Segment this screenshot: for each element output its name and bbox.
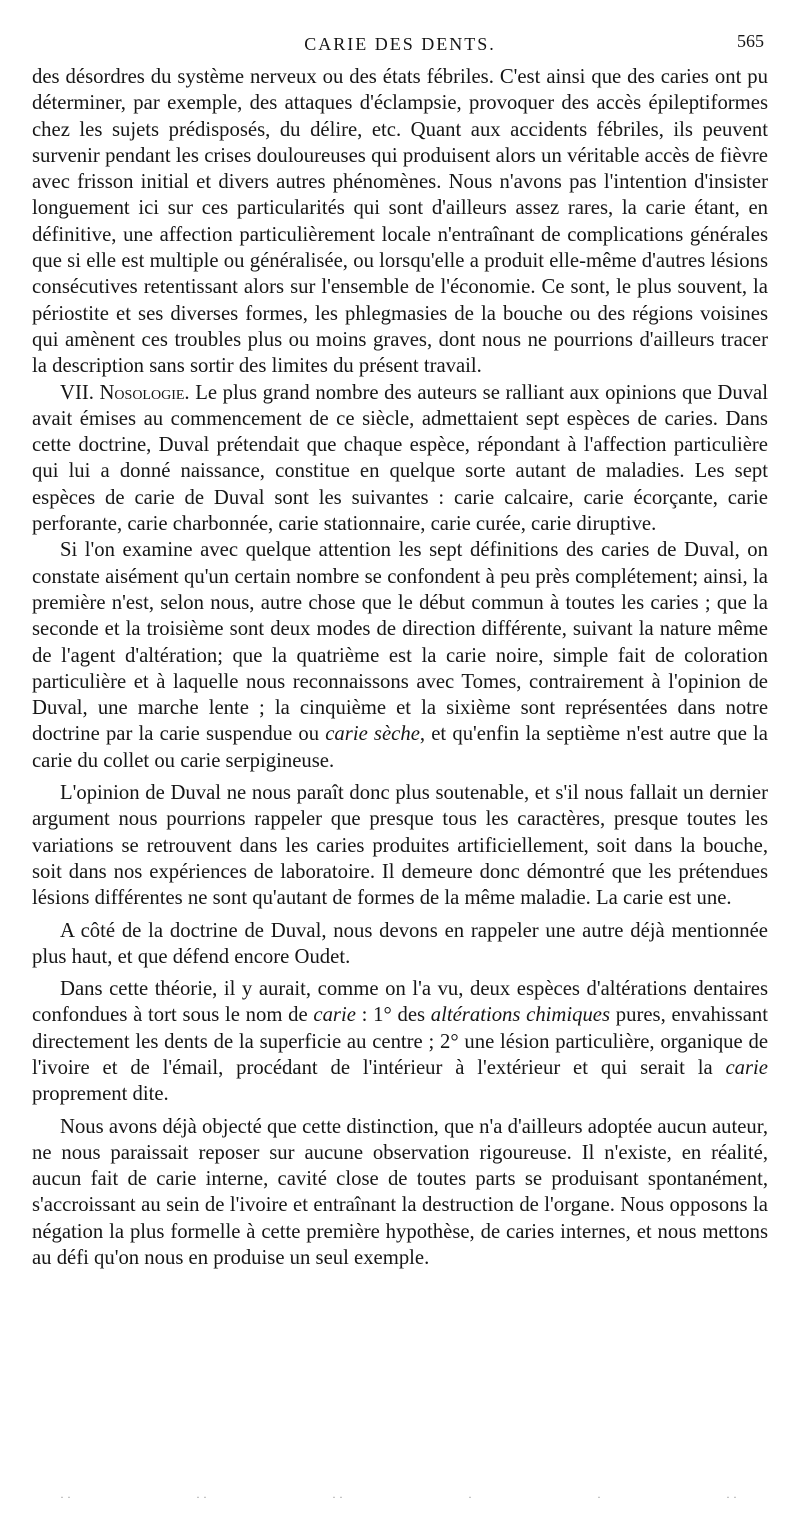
paragraph-duval-text-after: , et qu'enfin la septième n'est autre que la carie du collet ou carie serpigineuse. (32, 723, 768, 772)
paragraph-theory-part-2: : 1° des (355, 1004, 431, 1027)
emphasis-carie-seche: carie sèche (325, 723, 420, 746)
paragraph-theory-part-1: Dans cette théorie, il y aurait, comme on l'a vu, deux espèces d'altérations dentaires confondues à tort sous le nom de (32, 978, 768, 1027)
paragraph-duval-opinion: L'opinion de Duval ne nous paraît donc plus soutenable, et s'il nous fallait un dernier argument nous pourrions rappeler que presque tous les caractères, presque toutes les variations se retrouvent dans les caries produites artificiellement, soit dans la bouche, soit dans nos expériences de laboratoire. Il demeure donc démontré que les prétendues lésions différentes ne sont qu'autant de formes de la même maladie. La carie est une. (32, 782, 768, 910)
body-text (32, 64, 768, 1271)
scan-artifact-marks (60, 1490, 740, 1502)
scan-mark: ·· (196, 1490, 210, 1504)
emphasis-carie-1: carie (313, 1004, 356, 1027)
section-title: Nosologie. (99, 381, 190, 404)
page-number: 565 (737, 31, 764, 51)
emphasis-carie-2: carie (725, 1056, 768, 1079)
paragraph-theory-part-3: pures, envahissant directement les dents de la superficie au centre ; 2° une lésion particulière, organique de l'ivoire et de l'émail, procédant de l'intérieur à l'extérieur et qui serait la (32, 1004, 769, 1079)
paragraph-duval-text-before: Si l'on examine avec quelque attention les sept définitions des caries de Duval, on constate aisément qu'un certain nombre se confondent à peu près complétement; ainsi, la première n'est, selon nous, autre chose que le début commun à toutes les caries ; que la seconde et la troisième sont deux modes de direction différente, suivant la nature même de l'agent d'altération; que la quatrième est la carie noire, simple fait de coloration particulière et à laquelle nous reconnaissons avec Tomes, contrairement à l'opinion de Duval, une marche lente ; la cinquième et la sixième sont représentées dans notre doctrine par la carie suspendue ou (32, 539, 768, 746)
scan-mark: · (468, 1490, 475, 1504)
emphasis-alterations-chimiques: altérations chimiques (430, 1004, 611, 1027)
paragraph-theory-part-4: proprement dite. (32, 1083, 169, 1106)
paragraph-symptoms-continued: des désordres du système nerveux ou des états fébriles. C'est ainsi que des caries ont pu déterminer, par exemple, des attaques d'éclampsie, provoquer des accès épileptiformes chez les sujets prédisposés, du délire, etc. Quant aux accidents fébriles, ils peuvent survenir pendant les crises douloureuses qui produisent alors un véritable accès de fièvre avec frisson initial et divers autres phénomènes. Nous n'avons pas l'intention d'insister longuement ici sur ces particularités qui sont d'ailleurs assez rares, la carie étant, en définitive, une affection particulièrement locale n'entraînant de complications générales que si elle est multiple ou généralisée, ou lorsqu'elle a produit elle-même d'autres lésions consécutives retentissant alors sur l'ensemble de l'économie. Ce sont, le plus souvent, la périostite et ses diverses formes, les phlegmasies de la bouche ou des régions voisines qui amènent ces troubles plus ou moins graves, dont nous ne pourrions d'ailleurs tracer la description sans sortir des limites du présent travail. (32, 66, 768, 378)
paragraph-nosologie (32, 380, 768, 538)
scan-mark: ·· (332, 1490, 346, 1504)
paragraph-nosologie-text: Le plus grand nombre des auteurs se ralliant aux opinions que Duval avait émises au commencement de ce siècle, admettaient sept espèces de caries. Dans cette doctrine, Duval prétendait que chaque espèce, répondant à l'affection particulière qui lui a donné naissance, constitue en quelque sorte autant de maladies. Les sept espèces de carie de Duval sont les suivantes : carie calcaire, carie écorçante, carie perforante, carie charbonnée, carie stationnaire, carie curée, carie diruptive. (32, 381, 768, 536)
scan-mark: ·· (60, 1490, 74, 1504)
running-header (36, 31, 764, 58)
running-header-title: CARIE DES DENTS. (304, 34, 496, 54)
scan-mark: ·· (726, 1490, 740, 1504)
scan-mark: · (597, 1490, 604, 1504)
paragraph-theory (32, 976, 768, 1107)
paragraph-duval-definitions (32, 537, 768, 774)
paragraph-oudet-doctrine: A côté de la doctrine de Duval, nous devons en rappeler une autre déjà mentionnée plus haut, et que défend encore Oudet. (32, 919, 768, 968)
paragraph-objection: Nous avons déjà objecté que cette distinction, que n'a d'ailleurs adoptée aucun auteur, ne nous paraissait reposer sur aucune observation rigoureuse. Il n'existe, en réalité, aucun fait de carie interne, cavité close de toutes parts se produisant spontanément, s'accroissant au sein de l'ivoire et entraînant la destruction de l'organe. Nous opposons la négation la plus formelle à cette première hypothèse, de caries internes, et nous mettons au défi qu'on nous en produise un seul exemple. (32, 1115, 768, 1270)
section-number: VII. (60, 381, 94, 404)
